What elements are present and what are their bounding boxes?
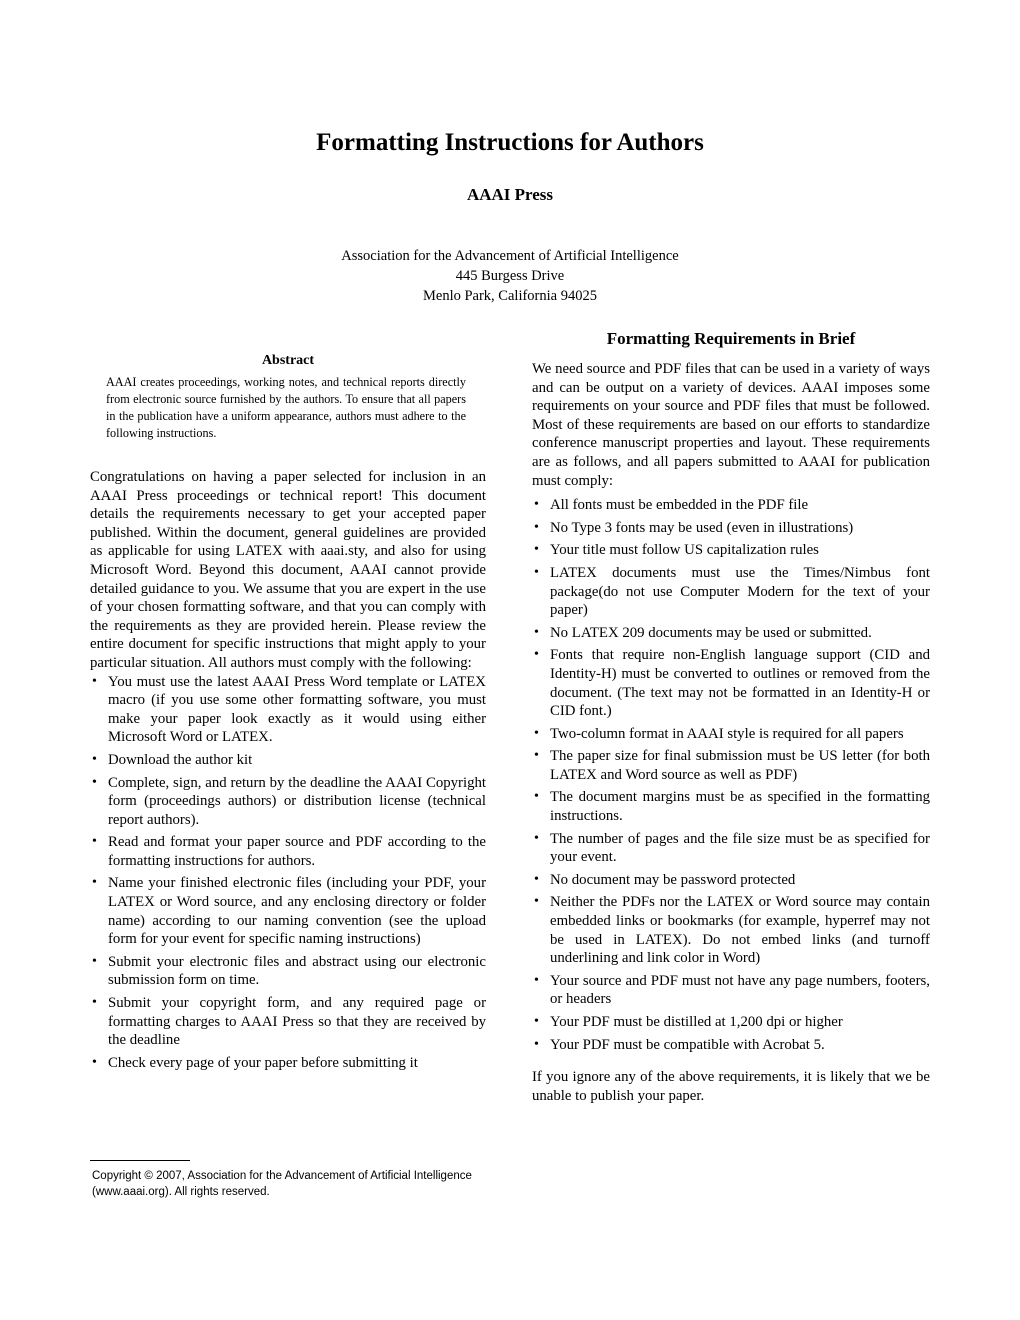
list-item: • Your source and PDF must not have any page numbers, footers, or headers — [532, 972, 930, 1009]
list-item: • Name your finished electronic files (including your PDF, your LATEX or Word source, and any enclosing directory or folder name) according to our naming convention (see the upload form for your event for specific naming instructions) — [90, 874, 486, 948]
list-item: • The document margins must be as specified in the formatting instructions. — [532, 788, 930, 825]
list-item: • No document may be password protected — [532, 871, 930, 890]
author-requirements-list — [90, 673, 486, 1073]
list-item: • No LATEX 209 documents may be used or submitted. — [532, 624, 930, 643]
abstract-heading: Abstract — [261, 353, 315, 368]
list-item: • Download the author kit — [90, 751, 486, 770]
section-heading: Formatting Requirements in Brief — [606, 329, 856, 348]
list-item: • Neither the PDFs nor the LATEX or Word source may contain embedded links or bookmarks (for example, hyperref may not be used in LATEX). Do not embed links (and turnoff underlining and link color in Word) — [532, 893, 930, 967]
list-item: • Check every page of your paper before submitting it — [90, 1054, 486, 1073]
left-column — [90, 352, 486, 1076]
copyright-footnote: Copyright © 2007, Association for the Advancement of Artificial Intelligence (www.aaai.org). All rights reserved. — [92, 1170, 472, 1198]
list-item: • Submit your copyright form, and any required page or formatting charges to AAAI Press so that they are received by the deadline — [90, 994, 486, 1050]
list-item: • Complete, sign, and return by the deadline the AAAI Copyright form (proceedings authors) or distribution license (technical report authors). — [90, 774, 486, 830]
paper-title: Formatting Instructions for Authors — [316, 129, 704, 156]
list-item: • Your PDF must be distilled at 1,200 dpi or higher — [532, 1013, 930, 1032]
abstract-text: AAAI creates proceedings, working notes, and technical reports directly from electronic source furnished by the authors. To ensure that all papers in the publication have a uniform appearance, authors must adhere to the following instructions. — [106, 375, 466, 440]
affiliation-line: 445 Burgess Drive — [455, 268, 565, 284]
list-item: • Your PDF must be compatible with Acrobat 5. — [532, 1036, 930, 1055]
list-item: • The paper size for final submission must be US letter (for both LATEX and Word source as well as PDF) — [532, 747, 930, 784]
format-requirements-list — [532, 496, 930, 1054]
list-item: • Your title must follow US capitalization rules — [532, 541, 930, 560]
list-item: • Submit your electronic files and abstract using our electronic submission form on time. — [90, 953, 486, 990]
list-item: • LATEX documents must use the Times/Nimbus font package(do not use Computer Modern for the text of your paper) — [532, 564, 930, 620]
affiliation-block — [0, 246, 1020, 306]
closing-paragraph: If you ignore any of the above requirements, it is likely that we be unable to publish your paper. — [532, 1069, 930, 1104]
author-name: AAAI Press — [466, 185, 554, 204]
affiliation-line: Association for the Advancement of Artificial Intelligence — [341, 248, 679, 264]
affiliation-line: Menlo Park, California 94025 — [423, 288, 597, 304]
list-item: • The number of pages and the file size must be as specified for your event. — [532, 830, 930, 867]
list-item: • No Type 3 fonts may be used (even in illustrations) — [532, 519, 930, 538]
list-item: • Read and format your paper source and PDF according to the formatting instructions for authors. — [90, 833, 486, 870]
list-item: • All fonts must be embedded in the PDF file — [532, 496, 930, 515]
requirements-paragraph: We need source and PDF files that can be used in a variety of ways and can be output on a variety of devices. AAAI imposes some requirements on your source and PDF files that must be followed. Most of these requirements are based on our efforts to standardize conference manuscript properties and layout. These requirements are as follows, and all papers submitted to AAAI for publication must comply: — [532, 361, 930, 489]
list-item: • Fonts that require non-English language support (CID and Identity-H) must be converted to outlines or removed from the document. (The text may not be formatted in an Identity-H or CID font.) — [532, 646, 930, 720]
right-column — [532, 328, 930, 1105]
list-item: • Two-column format in AAAI style is required for all papers — [532, 725, 930, 744]
footnote-divider — [90, 1160, 190, 1161]
intro-paragraph: Congratulations on having a paper selected for inclusion in an AAAI Press proceedings or technical report! This document details the requirements necessary to get your accepted paper published. Within the document, general guidelines are provided as applicable for using LATEX with aaai.sty, and also for using Microsoft Word. Beyond this document, AAAI cannot provide detailed guidance to you. We assume that you are expert in the use of your chosen formatting software, and that you can comply with the requirements as they are provided herein. Please review the entire document for specific instructions that might apply to your particular situation. All authors must comply with the following: — [90, 469, 486, 671]
list-item: • You must use the latest AAAI Press Word template or LATEX macro (if you use some other formatting software, you must make your paper look exactly as it would using either Microsoft Word or LATEX. — [90, 673, 486, 747]
